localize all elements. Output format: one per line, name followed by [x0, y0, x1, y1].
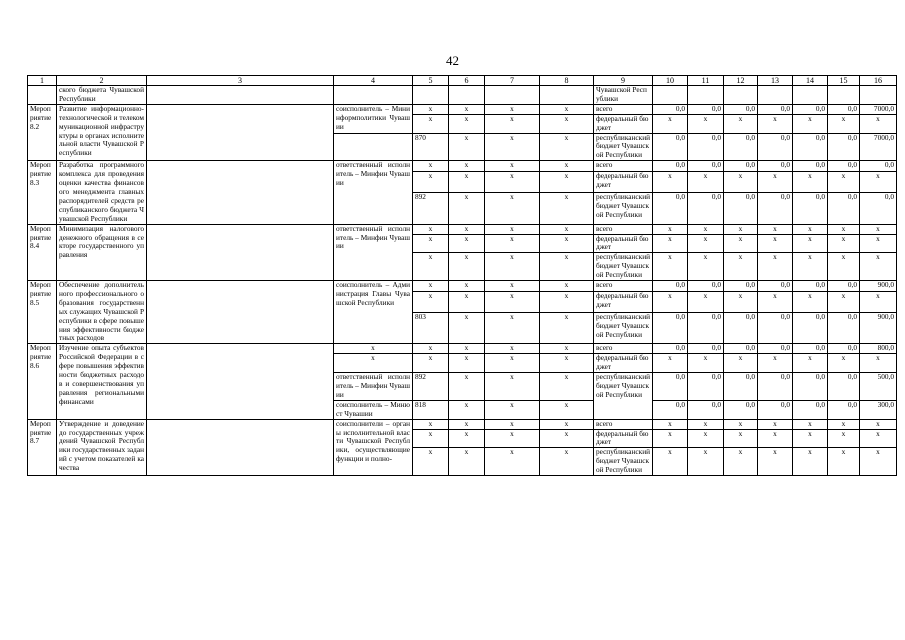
table-cell: республиканский бюджет Чувашской Республики: [594, 193, 653, 224]
table-cell: x: [449, 354, 485, 373]
table-cell: 0,0: [724, 104, 758, 114]
table-row: [28, 419, 897, 429]
table-cell: x: [724, 234, 758, 253]
table-cell: 0,0: [793, 313, 828, 344]
table-cell: x: [449, 292, 485, 313]
table-cell: 0,0: [828, 133, 860, 161]
column-number-6: 6: [449, 76, 485, 86]
table-cell: 0,0: [724, 313, 758, 344]
table-cell: x: [413, 419, 449, 429]
column-number-10: 10: [653, 76, 688, 86]
table-row: [28, 86, 897, 105]
table-row: [28, 161, 897, 172]
table-cell: 870: [413, 133, 449, 161]
table-cell: федеральный бюджет: [594, 172, 653, 193]
table-cell: 0,0: [828, 161, 860, 172]
table-row: [28, 281, 897, 292]
table-cell: 0,0: [688, 281, 724, 292]
table-cell: 300,0: [860, 400, 897, 419]
table-cell: x: [485, 114, 540, 133]
table-cell: республиканский бюджет Чувашской Республики: [594, 448, 653, 476]
table-cell: x: [449, 133, 485, 161]
table-cell: x: [540, 344, 594, 354]
table-cell: x: [449, 429, 485, 448]
table-cell: x: [653, 419, 688, 429]
table-cell: x: [793, 448, 828, 476]
table-cell: 0,0: [793, 400, 828, 419]
table-cell: 900,0: [860, 313, 897, 344]
table-cell: x: [485, 281, 540, 292]
table-cell: x: [540, 354, 594, 373]
table-cell: x: [653, 429, 688, 448]
table-cell: x: [449, 234, 485, 253]
table-cell: x: [793, 234, 828, 253]
table-cell: x: [449, 172, 485, 193]
table-cell: x: [540, 292, 594, 313]
table-cell: x: [485, 419, 540, 429]
table-cell: 0,0: [688, 104, 724, 114]
table-cell: 7000,0: [860, 133, 897, 161]
table-cell: 0,0: [828, 193, 860, 224]
table-cell: x: [485, 354, 540, 373]
table-cell: всего: [594, 419, 653, 429]
table-cell: x: [449, 253, 485, 281]
column-number-3: 3: [147, 76, 334, 86]
table-cell: Мероприятие 8.5: [28, 281, 57, 344]
column-number-12: 12: [724, 76, 758, 86]
table-cell: x: [334, 354, 413, 373]
table-cell: [147, 344, 334, 419]
table-cell: x: [828, 114, 860, 133]
table-cell: x: [449, 400, 485, 419]
table-cell: 0,0: [828, 281, 860, 292]
table-cell: всего: [594, 224, 653, 234]
column-number-4: 4: [334, 76, 413, 86]
table-cell: x: [540, 400, 594, 419]
table-cell: Мероприятие 8.7: [28, 419, 57, 475]
table-cell: x: [540, 448, 594, 476]
table-cell: [449, 86, 485, 105]
table-cell: x: [540, 234, 594, 253]
table-cell: x: [449, 114, 485, 133]
table-cell: 0,0: [724, 161, 758, 172]
table-cell: x: [724, 419, 758, 429]
table-cell: x: [540, 224, 594, 234]
table-cell: x: [793, 429, 828, 448]
table-cell: [828, 86, 860, 105]
table-cell: x: [828, 253, 860, 281]
table-cell: x: [860, 253, 897, 281]
table-cell: x: [653, 253, 688, 281]
table-cell: Мероприятие 8.2: [28, 104, 57, 160]
table-cell: [540, 86, 594, 105]
table-cell: 0,0: [793, 133, 828, 161]
table-cell: Мероприятие 8.4: [28, 224, 57, 280]
table-cell: x: [724, 114, 758, 133]
table-cell: Чувашской Республики: [594, 86, 653, 105]
table-cell: x: [413, 161, 449, 172]
table-cell: x: [758, 234, 793, 253]
table-cell: x: [485, 429, 540, 448]
table-cell: 0,0: [758, 313, 793, 344]
table-cell: x: [540, 281, 594, 292]
table-cell: 0,0: [793, 344, 828, 354]
table-cell: x: [413, 448, 449, 476]
table-cell: всего: [594, 104, 653, 114]
table-cell: x: [724, 253, 758, 281]
table-cell: x: [413, 253, 449, 281]
table-cell: [147, 281, 334, 344]
table-cell: x: [688, 114, 724, 133]
table-cell: x: [540, 172, 594, 193]
table-cell: федеральный бюджет: [594, 292, 653, 313]
table-cell: республиканский бюджет Чувашской Республики: [594, 133, 653, 161]
table-cell: 818: [413, 400, 449, 419]
table-cell: x: [758, 172, 793, 193]
table-cell: x: [449, 448, 485, 476]
table-cell: x: [485, 172, 540, 193]
table-cell: 0,0: [828, 313, 860, 344]
table-cell: [147, 419, 334, 475]
table-cell: ского бюджета Чувашской Республики: [57, 86, 147, 105]
table-cell: x: [688, 419, 724, 429]
table-cell: 0,0: [758, 373, 793, 401]
table-cell: x: [413, 354, 449, 373]
table-cell: x: [828, 419, 860, 429]
table-cell: [758, 86, 793, 105]
table-cell: x: [860, 448, 897, 476]
table-cell: x: [758, 114, 793, 133]
table-cell: 7000,0: [860, 104, 897, 114]
table-cell: x: [540, 104, 594, 114]
table-cell: 0,0: [758, 344, 793, 354]
table-cell: x: [793, 114, 828, 133]
table-cell: [724, 86, 758, 105]
table-cell: x: [449, 193, 485, 224]
table-cell: x: [724, 172, 758, 193]
table-cell: 0,0: [828, 344, 860, 354]
table-cell: x: [413, 104, 449, 114]
table-row: [28, 104, 897, 114]
table-cell: 0,0: [688, 133, 724, 161]
table-cell: x: [485, 448, 540, 476]
table-cell: x: [758, 419, 793, 429]
column-number-7: 7: [485, 76, 540, 86]
table-cell: x: [860, 172, 897, 193]
table-cell: 0,0: [724, 281, 758, 292]
table-cell: x: [485, 193, 540, 224]
table-cell: соисполнитель – Минюст Чувашии: [334, 400, 413, 419]
table-cell: [334, 133, 413, 161]
table-cell: 0,0: [653, 193, 688, 224]
table-cell: x: [413, 292, 449, 313]
column-number-13: 13: [758, 76, 793, 86]
table-cell: x: [688, 234, 724, 253]
table-cell: Развитие информационно-технологической и телекоммуникационной инфраструктуры в органах исполнительной власти Чувашской Республики: [57, 104, 147, 160]
table-cell: [147, 161, 334, 224]
table-cell: 800,0: [860, 344, 897, 354]
table-cell: 0,0: [724, 400, 758, 419]
table-cell: x: [860, 354, 897, 373]
table-cell: 0,0: [860, 161, 897, 172]
table-cell: соисполнитель – Администрация Главы Чувашской Республики: [334, 281, 413, 344]
table-cell: 0,0: [688, 344, 724, 354]
table-cell: 0,0: [828, 104, 860, 114]
table-cell: 0,0: [653, 133, 688, 161]
table-cell: [147, 224, 334, 280]
table-cell: x: [860, 224, 897, 234]
table-cell: 0,0: [653, 161, 688, 172]
table-cell: ответственный исполнитель – Минфин Чувашии: [334, 373, 413, 401]
column-number-16: 16: [860, 76, 897, 86]
column-number-2: 2: [57, 76, 147, 86]
table-cell: 0,0: [653, 400, 688, 419]
table-cell: Мероприятие 8.6: [28, 344, 57, 419]
table-cell: x: [485, 344, 540, 354]
table-cell: x: [828, 448, 860, 476]
table-cell: 892: [413, 193, 449, 224]
table-cell: 0,0: [724, 373, 758, 401]
table-cell: x: [793, 224, 828, 234]
table-cell: 0,0: [758, 400, 793, 419]
column-number-8: 8: [540, 76, 594, 86]
table-cell: [793, 86, 828, 105]
table-cell: x: [688, 448, 724, 476]
table-cell: x: [758, 429, 793, 448]
table-cell: федеральный бюджет: [594, 234, 653, 253]
table-cell: республиканский бюджет Чувашской Республики: [594, 373, 653, 420]
table-cell: 0,0: [828, 400, 860, 419]
table-cell: x: [828, 354, 860, 373]
table-cell: x: [758, 354, 793, 373]
table-cell: 0,0: [653, 313, 688, 344]
table-cell: x: [793, 419, 828, 429]
table-cell: 0,0: [653, 104, 688, 114]
table-cell: x: [793, 292, 828, 313]
table-cell: x: [540, 193, 594, 224]
column-number-row: [28, 76, 897, 86]
table-cell: x: [413, 172, 449, 193]
table-cell: 900,0: [860, 281, 897, 292]
table-cell: x: [413, 344, 449, 354]
table-cell: x: [449, 313, 485, 344]
table-cell: 0,0: [724, 344, 758, 354]
table-cell: соисполнители – органы исполнительной власти Чувашской Республики, осуществляющие функции и полно-: [334, 419, 413, 475]
table-cell: 0,0: [688, 161, 724, 172]
table-cell: 0,0: [653, 281, 688, 292]
table-cell: [860, 86, 897, 105]
table-cell: [485, 86, 540, 105]
column-number-15: 15: [828, 76, 860, 86]
table-cell: x: [860, 419, 897, 429]
table-row: [28, 224, 897, 234]
table-cell: всего: [594, 281, 653, 292]
table-cell: x: [485, 292, 540, 313]
table-cell: x: [653, 172, 688, 193]
table-cell: x: [860, 429, 897, 448]
table-cell: x: [540, 253, 594, 281]
table-cell: Утверждение и доведение до государственных учреждений Чувашской Республики государственных заданий с учетом показателей качества: [57, 419, 147, 475]
table-cell: 0,0: [688, 400, 724, 419]
table-cell: x: [653, 224, 688, 234]
table-cell: 892: [413, 373, 449, 401]
table-cell: 0,0: [688, 193, 724, 224]
table-cell: x: [828, 292, 860, 313]
table-cell: x: [413, 281, 449, 292]
table-cell: федеральный бюджет: [594, 429, 653, 448]
table-cell: x: [540, 161, 594, 172]
table-cell: x: [413, 224, 449, 234]
table-cell: x: [334, 344, 413, 354]
table-cell: x: [724, 429, 758, 448]
table-cell: 0,0: [793, 104, 828, 114]
table-cell: всего: [594, 344, 653, 354]
table-cell: x: [413, 234, 449, 253]
table-cell: x: [485, 253, 540, 281]
table-cell: x: [793, 253, 828, 281]
table-cell: 0,0: [724, 133, 758, 161]
table-cell: x: [485, 224, 540, 234]
table-cell: Минимизация налогового денежного обращения в секторе государственного управления: [57, 224, 147, 280]
table-cell: 0,0: [758, 193, 793, 224]
table-cell: x: [793, 172, 828, 193]
table-cell: Обеспечение дополнительного профессионального образования государственных служащих Чувашской Республики в сфере повышения эффективности бюджетных расходов: [57, 281, 147, 344]
table-cell: Мероприятие 8.3: [28, 161, 57, 224]
table-cell: x: [485, 234, 540, 253]
table-cell: x: [540, 114, 594, 133]
table-body: [28, 76, 897, 476]
table-cell: 0,0: [724, 193, 758, 224]
table-cell: республиканский бюджет Чувашской Республики: [594, 253, 653, 281]
table-cell: x: [485, 161, 540, 172]
table-cell: x: [653, 354, 688, 373]
table-cell: 0,0: [653, 373, 688, 401]
table-cell: 0,0: [793, 161, 828, 172]
table-cell: ответственный исполнитель – Минфин Чувашии: [334, 224, 413, 280]
table-cell: [147, 104, 334, 160]
table-cell: [413, 86, 449, 105]
table-cell: x: [485, 104, 540, 114]
table-cell: соисполнитель – Мининформполитики Чувашии: [334, 104, 413, 133]
table-cell: x: [485, 400, 540, 419]
table-cell: ответственный исполнитель – Минфин Чувашии: [334, 161, 413, 224]
table-cell: 0,0: [828, 373, 860, 401]
table-cell: 0,0: [793, 193, 828, 224]
table-cell: x: [688, 354, 724, 373]
table-cell: x: [688, 172, 724, 193]
table-cell: x: [540, 313, 594, 344]
table-cell: 0,0: [793, 281, 828, 292]
table-cell: x: [860, 234, 897, 253]
table-cell: всего: [594, 161, 653, 172]
column-number-5: 5: [413, 76, 449, 86]
table-cell: x: [540, 373, 594, 401]
table-cell: x: [828, 429, 860, 448]
table-cell: [688, 86, 724, 105]
column-number-9: 9: [594, 76, 653, 86]
table-cell: x: [758, 448, 793, 476]
table-cell: x: [485, 373, 540, 401]
table-cell: x: [758, 253, 793, 281]
table-cell: 0,0: [860, 193, 897, 224]
table-cell: x: [449, 161, 485, 172]
table-cell: x: [758, 292, 793, 313]
table-cell: федеральный бюджет: [594, 354, 653, 373]
table-row: [28, 344, 897, 354]
table-cell: x: [860, 292, 897, 313]
table-cell: x: [485, 313, 540, 344]
table-cell: 0,0: [758, 133, 793, 161]
table-cell: x: [653, 114, 688, 133]
table-cell: x: [724, 292, 758, 313]
table-cell: x: [688, 224, 724, 234]
column-number-1: 1: [28, 76, 57, 86]
table-cell: x: [828, 224, 860, 234]
table-cell: 0,0: [793, 373, 828, 401]
table-cell: x: [449, 373, 485, 401]
table-cell: 500,0: [860, 373, 897, 401]
table-cell: [334, 86, 413, 105]
table-cell: x: [449, 344, 485, 354]
table-cell: 803: [413, 313, 449, 344]
table-cell: x: [688, 429, 724, 448]
table-cell: x: [449, 281, 485, 292]
table-cell: x: [688, 253, 724, 281]
table-cell: x: [793, 354, 828, 373]
column-number-11: 11: [688, 76, 724, 86]
table-cell: 0,0: [653, 344, 688, 354]
table-cell: x: [724, 448, 758, 476]
column-number-14: 14: [793, 76, 828, 86]
table-cell: x: [860, 114, 897, 133]
table-cell: республиканский бюджет Чувашской Республики: [594, 313, 653, 344]
table-cell: Изучение опыта субъектов Российской Федерации в сфере повышения эффективности бюджетных расходов и совершенствования управления региональными финансами: [57, 344, 147, 419]
table-cell: x: [540, 133, 594, 161]
table-cell: 0,0: [688, 373, 724, 401]
table-cell: 0,0: [758, 281, 793, 292]
table-cell: x: [828, 172, 860, 193]
table-cell: x: [413, 429, 449, 448]
table-cell: x: [540, 419, 594, 429]
table-cell: x: [540, 429, 594, 448]
table-cell: x: [449, 104, 485, 114]
page-number: 42: [446, 53, 459, 68]
table-cell: [28, 86, 57, 105]
program-table: [27, 75, 897, 476]
table-cell: x: [653, 234, 688, 253]
table-cell: [147, 86, 334, 105]
table-cell: x: [724, 354, 758, 373]
table-cell: x: [653, 448, 688, 476]
table-cell: 0,0: [758, 104, 793, 114]
table-cell: x: [758, 224, 793, 234]
table-cell: x: [828, 234, 860, 253]
table-cell: Разработка программного комплекса для проведения оценки качества финансового менеджмента главных распорядителей средств республиканского бюджета Чувашской Республики: [57, 161, 147, 224]
table-cell: 0,0: [758, 161, 793, 172]
table-cell: x: [688, 292, 724, 313]
table-cell: x: [724, 224, 758, 234]
table-cell: x: [449, 224, 485, 234]
table-cell: x: [413, 114, 449, 133]
table-cell: федеральный бюджет: [594, 114, 653, 133]
table-cell: 0,0: [688, 313, 724, 344]
table-cell: x: [653, 292, 688, 313]
table-cell: x: [449, 419, 485, 429]
table-cell: x: [485, 133, 540, 161]
table-cell: [653, 86, 688, 105]
